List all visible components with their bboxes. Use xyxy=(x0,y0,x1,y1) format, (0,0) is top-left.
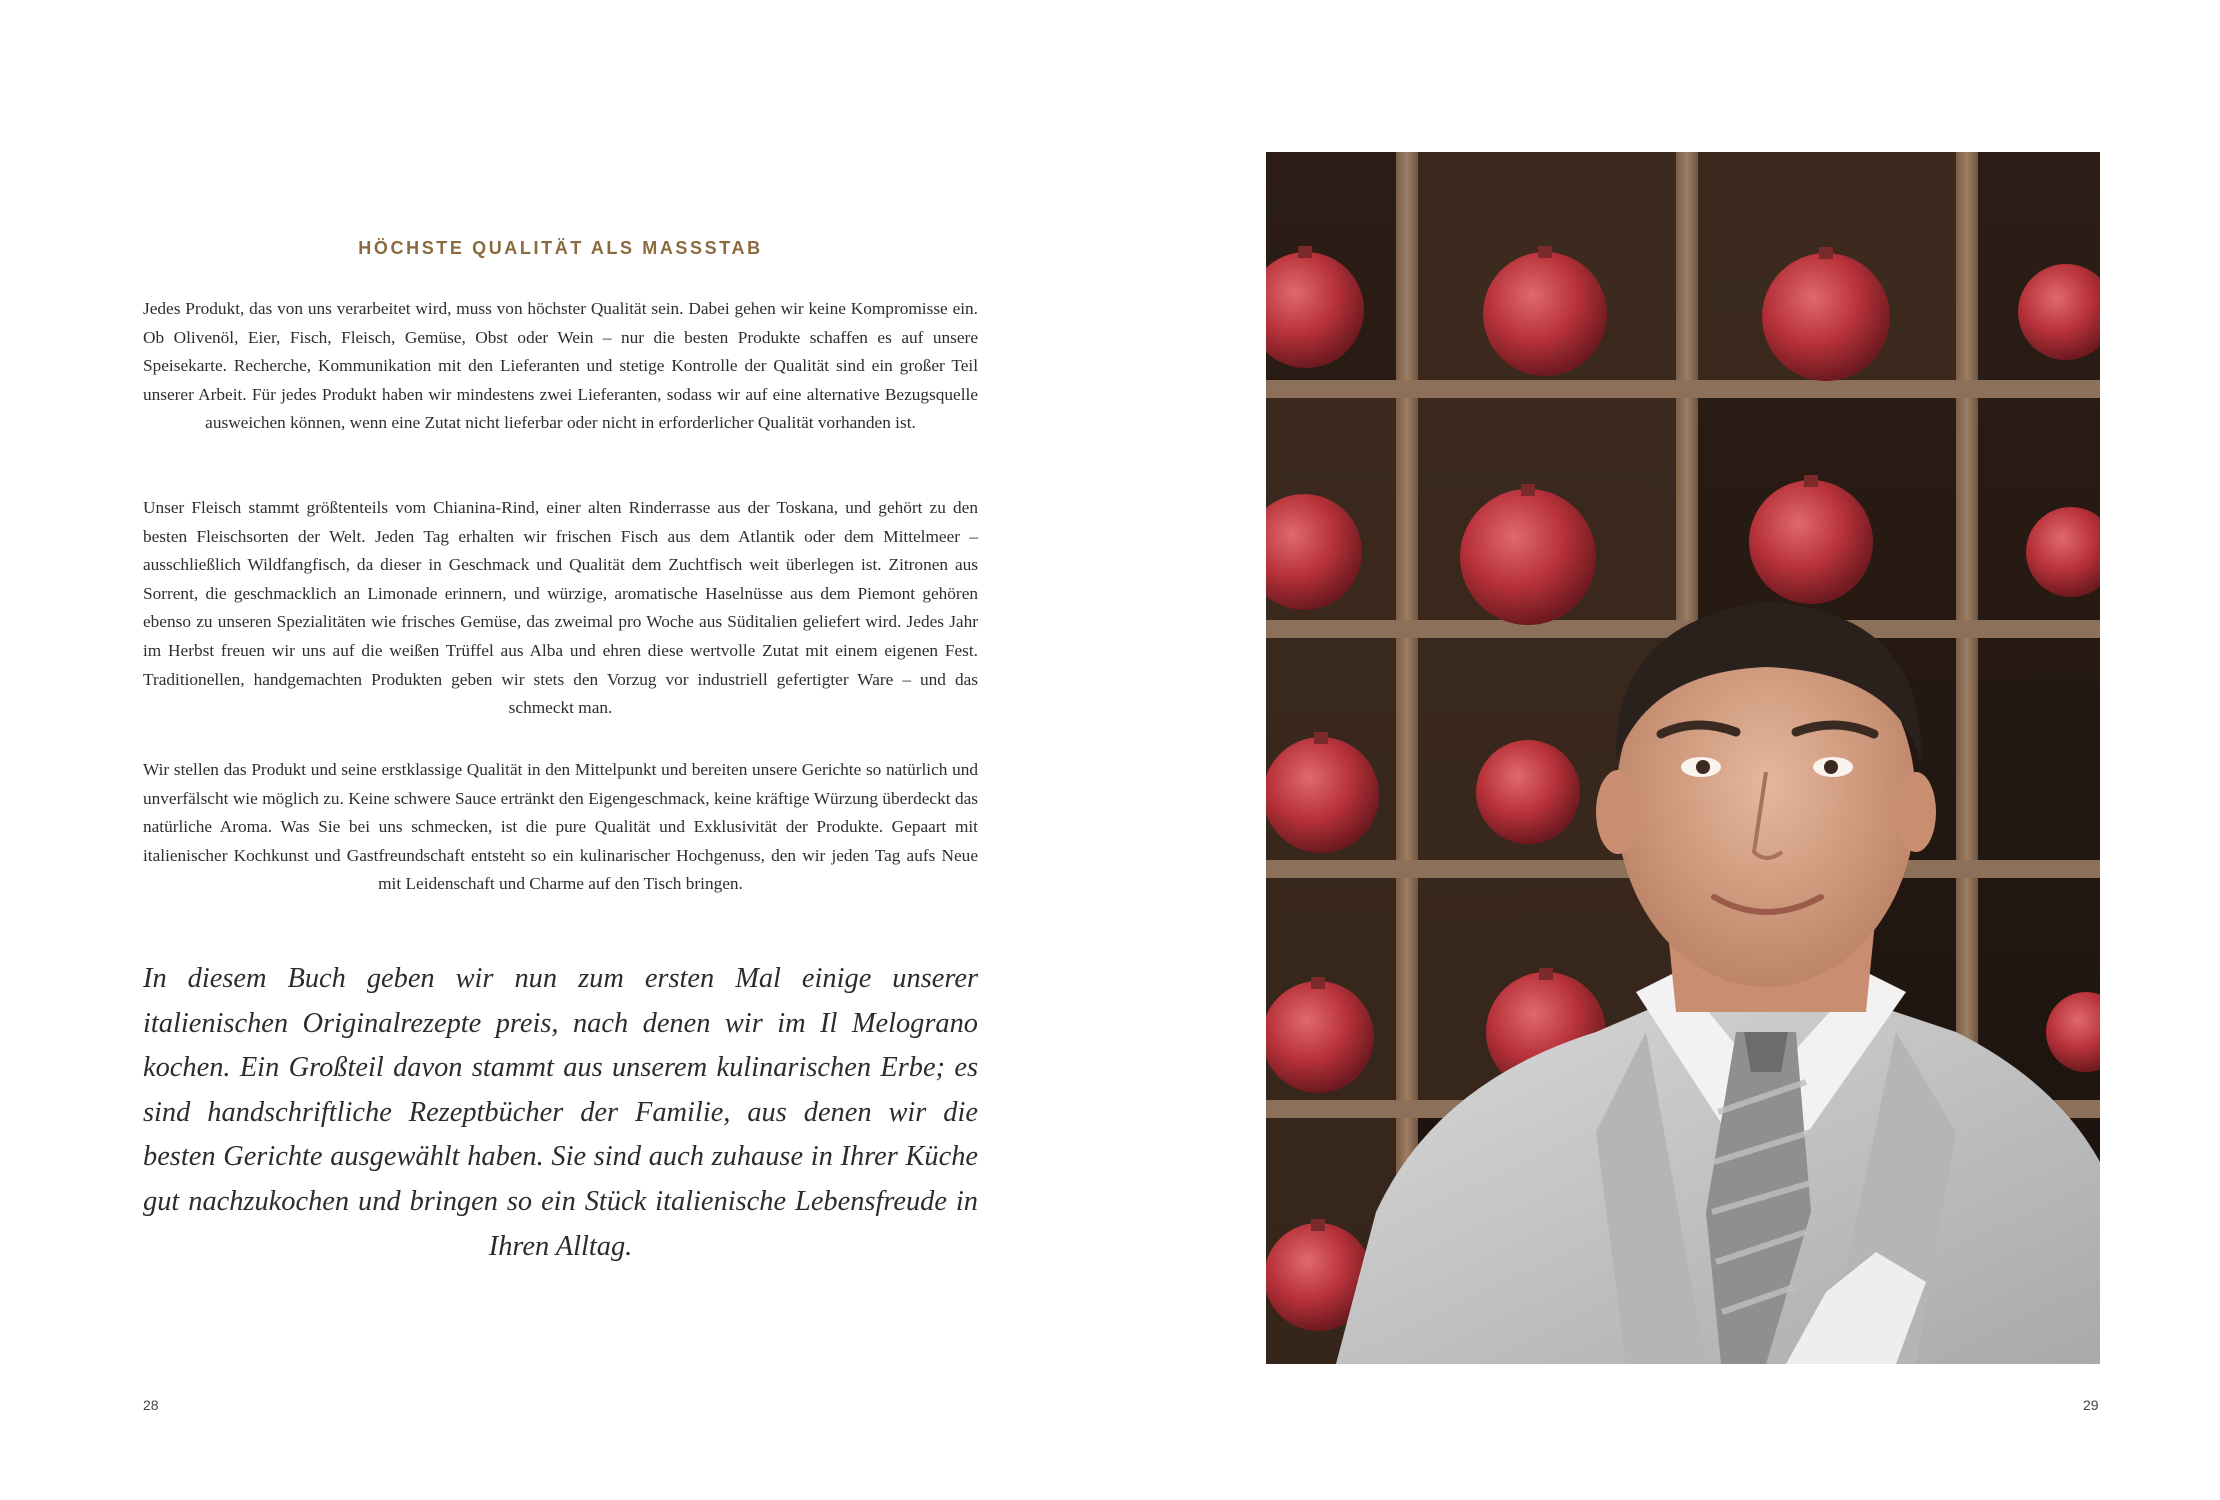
body-paragraph: Unser Fleisch stammt größtenteils vom Chianina-Rind, einer alten Rinderrasse aus der Toskana, und gehört zu den besten Fleischsorten der Welt. Jeden Tag erhalten wir frischen Fisch aus dem Atlantik oder dem Mittelmeer – ausschließlich Wildfangfisch, da dieser in Geschmack und Qualität dem Zuchtfisch weit überlegen ist. Zitronen aus Sorrent, die geschmacklich an Limonade erinnern, und würzige, aromatische Haselnüsse aus dem Piemont gehören ebenso zu unseren Spezialitäten wie frisches Gemüse, das zweimal pro Woche aus Süditalien geliefert wird. Jedes Jahr im Herbst freuen wir uns auf die weißen Trüffel aus Alba und ehren diese wertvolle Zutat mit einem eigenen Fest. Traditionellen, handgemachten Produkten geben wir stets den Vorzug vor industriell gefertigter Ware – und das schmeckt man. xyxy=(143,498,978,718)
body-paragraph: Jedes Produkt, das von uns verarbeitet wird, muss von höchster Qualität sein. Dabei gehen wir keine Kompromisse ein. Ob Olivenöl, Eier, Fisch, Fleisch, Gemüse, Obst oder Wein – nur die besten Produkte schaffen es auf unsere Speisekarte. Recherche, Kommunikation mit den Lieferanten und stetige Kontrolle der Qualität sind ein großer Teil unserer Arbeit. Für jedes Produkt haben wir mindestens zwei Lieferanten, sodass wir auf eine alternative Bezugsquelle ausweichen können, wenn eine Zutat nicht lieferbar oder nicht in erforderlicher Qualität vorhanden ist. xyxy=(143,299,978,433)
portrait-illustration xyxy=(1266,152,2100,1364)
page-number-right: 29 xyxy=(2083,1397,2099,1413)
body-paragraph: Wir stellen das Produkt und seine erstklassige Qualität in den Mittelpunkt und bereiten unsere Gerichte so natürlich und unverfälscht wie möglich zu. Keine schwere Sauce ertränkt den Eigengeschmack, keine kräftige Würzung überdeckt das natürliche Aroma. Was Sie bei uns schmecken, ist die pure Qualität und Exklusivität der Produkte. Gepaart mit italienischer Kochkunst und Gastfreundschaft entsteht so ein kulinarischer Hochgenuss, den wir jeden Tag aufs Neue mit Leidenschaft und Charme auf den Tisch bringen. xyxy=(143,760,978,894)
pull-quote: In diesem Buch geben wir nun zum ersten Mal einige unserer italienischen Originalrezepte preis, nach denen wir im Il Melograno kochen. Ein Großteil davon stammt aus unserem kulinarischen Erbe; es sind handschriftliche Rezeptbücher der Familie, aus denen wir die besten Gerichte ausgewählt haben. Sie sind auch zuhause in Ihrer Küche gut nachzukochen und bringen so ein Stück italienische Lebensfreude in Ihren Alltag. xyxy=(143,963,978,1262)
section-heading: HÖCHSTE QUALITÄT ALS MASSSTAB xyxy=(358,238,763,258)
chef-portrait-photo xyxy=(1266,152,2100,1364)
page-number-left: 28 xyxy=(143,1397,159,1413)
